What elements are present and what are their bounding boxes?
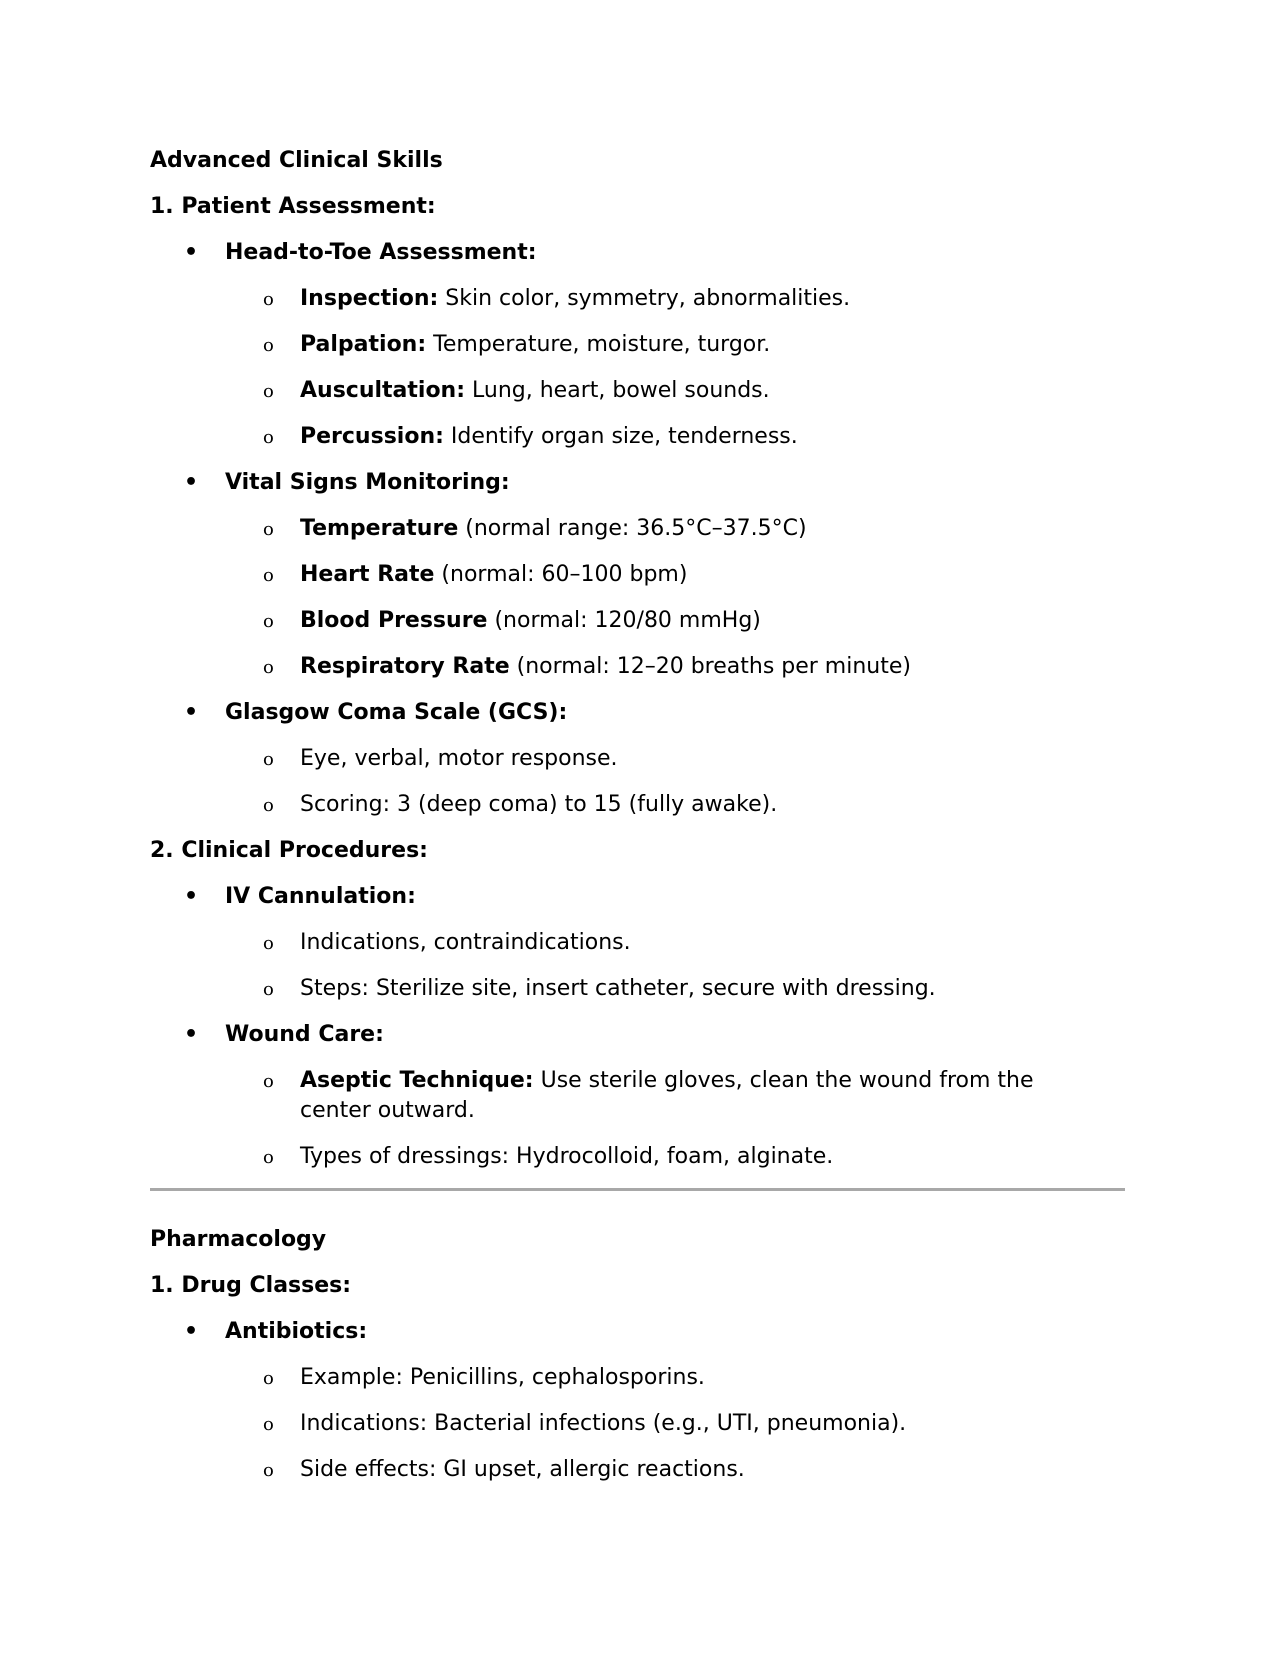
sub-bullet-marker: o [263, 381, 274, 402]
bullet-heading-text: Vital Signs Monitoring: [225, 470, 510, 495]
document-page [150, 146, 1125, 1501]
bullet-marker: • [184, 240, 199, 265]
bullet-marker: • [184, 700, 199, 725]
bullet-marker: • [184, 1022, 199, 1047]
sub-bullet-marker: o [263, 979, 274, 1000]
item-text: Example: Penicillins, cephalosporins. [300, 1365, 705, 1390]
sub-bullet-marker: o [263, 1460, 274, 1481]
bullet-heading [150, 1317, 1125, 1363]
list-item [150, 790, 1125, 836]
item-text: Indications, contraindications. [300, 930, 631, 955]
sub-bullet-marker: o [263, 1147, 274, 1168]
sub-bullet-marker: o [263, 335, 274, 356]
bullet-heading-text: Antibiotics: [225, 1319, 368, 1344]
sub-bullet-marker: o [263, 565, 274, 586]
item-text: (normal: 12–20 breaths per minute) [509, 654, 911, 679]
sub-bullet-marker: o [263, 1414, 274, 1435]
sub-bullet-marker: o [263, 1368, 274, 1389]
horizontal-divider [150, 1188, 1125, 1191]
item-text: Scoring: 3 (deep coma) to 15 (fully awake). [300, 792, 778, 817]
list-item [150, 422, 1125, 468]
numbered-heading: 1. Patient Assessment: [150, 194, 436, 219]
bullet-heading [150, 1020, 1125, 1066]
sub-bullet-marker: o [263, 1071, 274, 1092]
list-item [150, 1066, 1125, 1142]
numbered-heading: 2. Clinical Procedures: [150, 838, 428, 863]
item-label: Auscultation: [300, 378, 466, 403]
list-item [150, 560, 1125, 606]
section-title: Pharmacology [150, 1227, 327, 1252]
sub-bullet-marker: o [263, 933, 274, 954]
sub-bullet-marker: o [263, 749, 274, 770]
item-label: Heart Rate [300, 562, 435, 587]
bullet-heading [150, 882, 1125, 928]
bullet-heading [150, 698, 1125, 744]
list-item [150, 1142, 1125, 1188]
bullet-heading-text: Head-to-Toe Assessment: [225, 240, 537, 265]
item-label: Inspection: [300, 286, 439, 311]
list-item [150, 284, 1125, 330]
item-label: Palpation: [300, 332, 427, 357]
item-text: Use sterile gloves, clean the wound from the center outward. [300, 1068, 1034, 1123]
item-text: Side effects: GI upset, allergic reactions. [300, 1457, 745, 1482]
sub-bullet-marker: o [263, 289, 274, 310]
list-item [150, 974, 1125, 1020]
item-text: Identify organ size, tenderness. [443, 424, 798, 449]
bullet-heading-text: Wound Care: [225, 1022, 384, 1047]
sub-bullet-marker: o [263, 611, 274, 632]
bullet-heading-text: IV Cannulation: [225, 884, 416, 909]
bullet-heading-text: Glasgow Coma Scale (GCS): [225, 700, 568, 725]
bullet-heading [150, 468, 1125, 514]
item-text: (normal: 60–100 bpm) [434, 562, 688, 587]
list-item [150, 744, 1125, 790]
sub-bullet-marker: o [263, 427, 274, 448]
item-text: Types of dressings: Hydrocolloid, foam, alginate. [300, 1144, 834, 1169]
item-text: (normal: 120/80 mmHg) [487, 608, 761, 633]
list-item [150, 330, 1125, 376]
list-item [150, 652, 1125, 698]
sub-bullet-marker: o [263, 795, 274, 816]
list-item [150, 1409, 1125, 1455]
list-item [150, 514, 1125, 560]
numbered-heading: 1. Drug Classes: [150, 1273, 352, 1298]
sub-bullet-marker: o [263, 519, 274, 540]
bullet-marker: • [184, 1319, 199, 1344]
sub-bullet-marker: o [263, 657, 274, 678]
item-text: Eye, verbal, motor response. [300, 746, 618, 771]
item-text: (normal range: 36.5°C–37.5°C) [458, 516, 807, 541]
item-label: Aseptic Technique: [300, 1068, 534, 1093]
item-text: Lung, heart, bowel sounds. [465, 378, 770, 403]
item-text: Skin color, symmetry, abnormalities. [438, 286, 851, 311]
list-item [150, 1363, 1125, 1409]
bullet-heading [150, 238, 1125, 284]
list-item [150, 376, 1125, 422]
section-title: Advanced Clinical Skills [150, 148, 443, 173]
item-label: Blood Pressure [300, 608, 488, 633]
bullet-marker: • [184, 884, 199, 909]
list-item [150, 1455, 1125, 1501]
list-item [150, 606, 1125, 652]
list-item [150, 928, 1125, 974]
item-text: Temperature, moisture, turgor. [426, 332, 771, 357]
bullet-marker: • [184, 470, 199, 495]
item-label: Percussion: [300, 424, 444, 449]
item-label: Respiratory Rate [300, 654, 510, 679]
item-text: Indications: Bacterial infections (e.g., UTI, pneumonia). [300, 1411, 907, 1436]
item-label: Temperature [300, 516, 459, 541]
item-text: Steps: Sterilize site, insert catheter, secure with dressing. [300, 976, 936, 1001]
